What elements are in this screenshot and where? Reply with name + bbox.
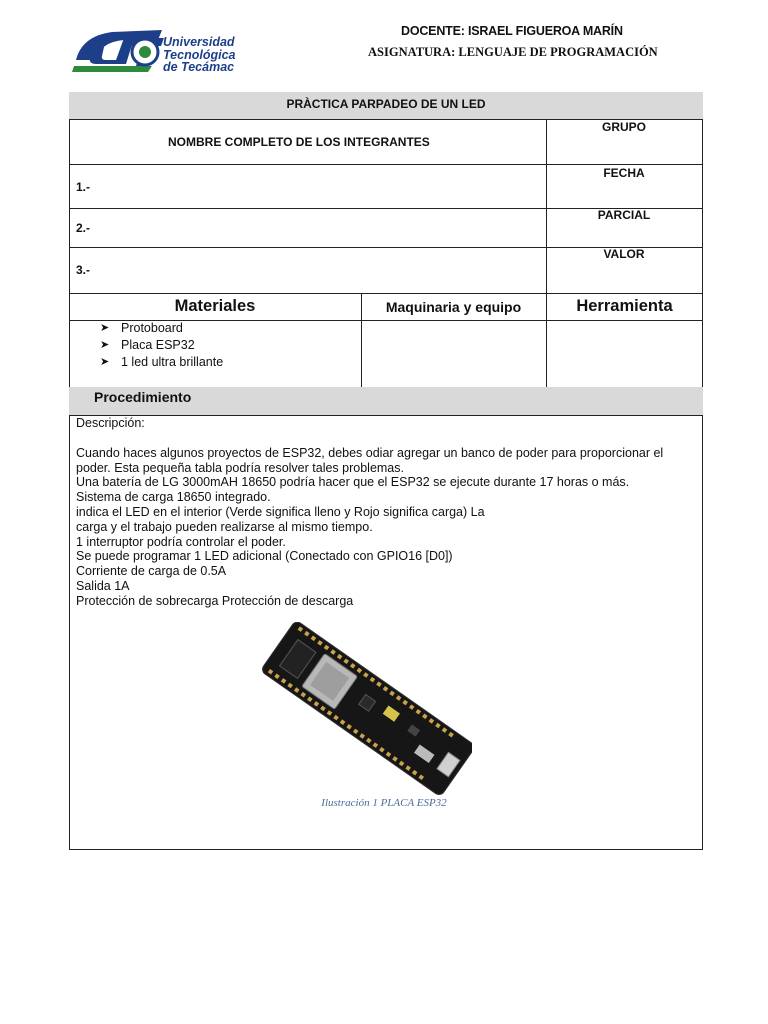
fecha-label: FECHA	[603, 166, 645, 180]
description-line: Corriente de carga de 0.5A	[76, 564, 227, 579]
list-item	[100, 337, 223, 354]
description-line: Una batería de LG 3000mAH 18650 podría hacer que el ESP32 se ejecute durante 17 horas o más.	[76, 475, 630, 490]
description-line: carga y el trabajo pueden realizarse al mismo tiempo.	[76, 519, 373, 534]
parcial-label: PARCIAL	[597, 208, 651, 222]
docente-header: DOCENTE: ISRAEL FIGUEROA MARÍN	[401, 24, 623, 38]
description-line: Sistema de carga 18650 integrado.	[76, 490, 271, 505]
arrow-bullet-icon: ➤	[100, 339, 110, 351]
list-item	[100, 354, 223, 371]
description-line: poder. Esta pequeña tabla podría resolver tales problemas.	[76, 460, 404, 475]
material-placa: Placa ESP32	[121, 338, 195, 352]
description-line: Cuando haces algunos proyectos de ESP32, debes odiar agregar un banco de poder para proporcionar el	[76, 445, 664, 460]
form-title: PRÀCTICA PARPADEO DE UN LED	[286, 97, 486, 111]
member-label-1: 1.-	[76, 180, 91, 194]
valor-label: VALOR	[603, 247, 645, 261]
description-line: 1 interruptor podría controlar el poder.	[76, 534, 286, 549]
member-label-3: 3.-	[76, 263, 91, 277]
right-column-divider	[546, 119, 547, 294]
logo-line-3: de Tecámac	[163, 60, 235, 74]
asignatura-header: ASIGNATURA: LENGUAJE DE PROGRAMACIÓN	[368, 45, 658, 59]
image-caption: Ilustración 1 PLACA ESP32	[321, 797, 447, 809]
description-label: Descripción:	[76, 416, 145, 430]
list-item	[100, 320, 223, 337]
description-line: Salida 1A	[76, 578, 130, 593]
member-label-2: 2.-	[76, 221, 91, 235]
procedure-header-row	[69, 387, 703, 416]
materiales-header: Materiales	[174, 297, 256, 315]
form-title-row	[69, 92, 703, 120]
description-line: Protección de sobrecarga Protección de descarga	[76, 593, 354, 608]
esp32-board-image	[262, 622, 472, 797]
description-line: Se puede programar 1 LED adicional (Conectado con GPIO16 [D0])	[76, 549, 453, 564]
material-led: 1 led ultra brillante	[121, 355, 224, 369]
material-protoboard: Protoboard	[121, 321, 183, 335]
herramienta-header: Herramienta	[576, 297, 673, 315]
logo-text	[163, 36, 235, 74]
description-line: indica el LED en el interior (Verde significa lleno y Rojo significa carga) La	[76, 504, 485, 519]
materials-divider	[361, 293, 362, 388]
materials-list	[100, 320, 223, 371]
description-block	[76, 416, 696, 609]
materials-header-row	[69, 293, 703, 321]
arrow-bullet-icon: ➤	[100, 322, 110, 334]
spacer	[76, 431, 696, 446]
logo-line-2: Tecnológica	[163, 47, 236, 62]
maquinaria-header: Maquinaria y equipo	[385, 299, 522, 315]
grupo-label: GRUPO	[601, 120, 646, 134]
procedure-header: Procedimiento	[94, 389, 192, 405]
tools-divider	[546, 293, 547, 388]
arrow-bullet-icon: ➤	[100, 356, 110, 368]
names-header: NOMBRE COMPLETO DE LOS INTEGRANTES	[168, 135, 430, 149]
logo-line-1: Universidad	[163, 35, 235, 49]
